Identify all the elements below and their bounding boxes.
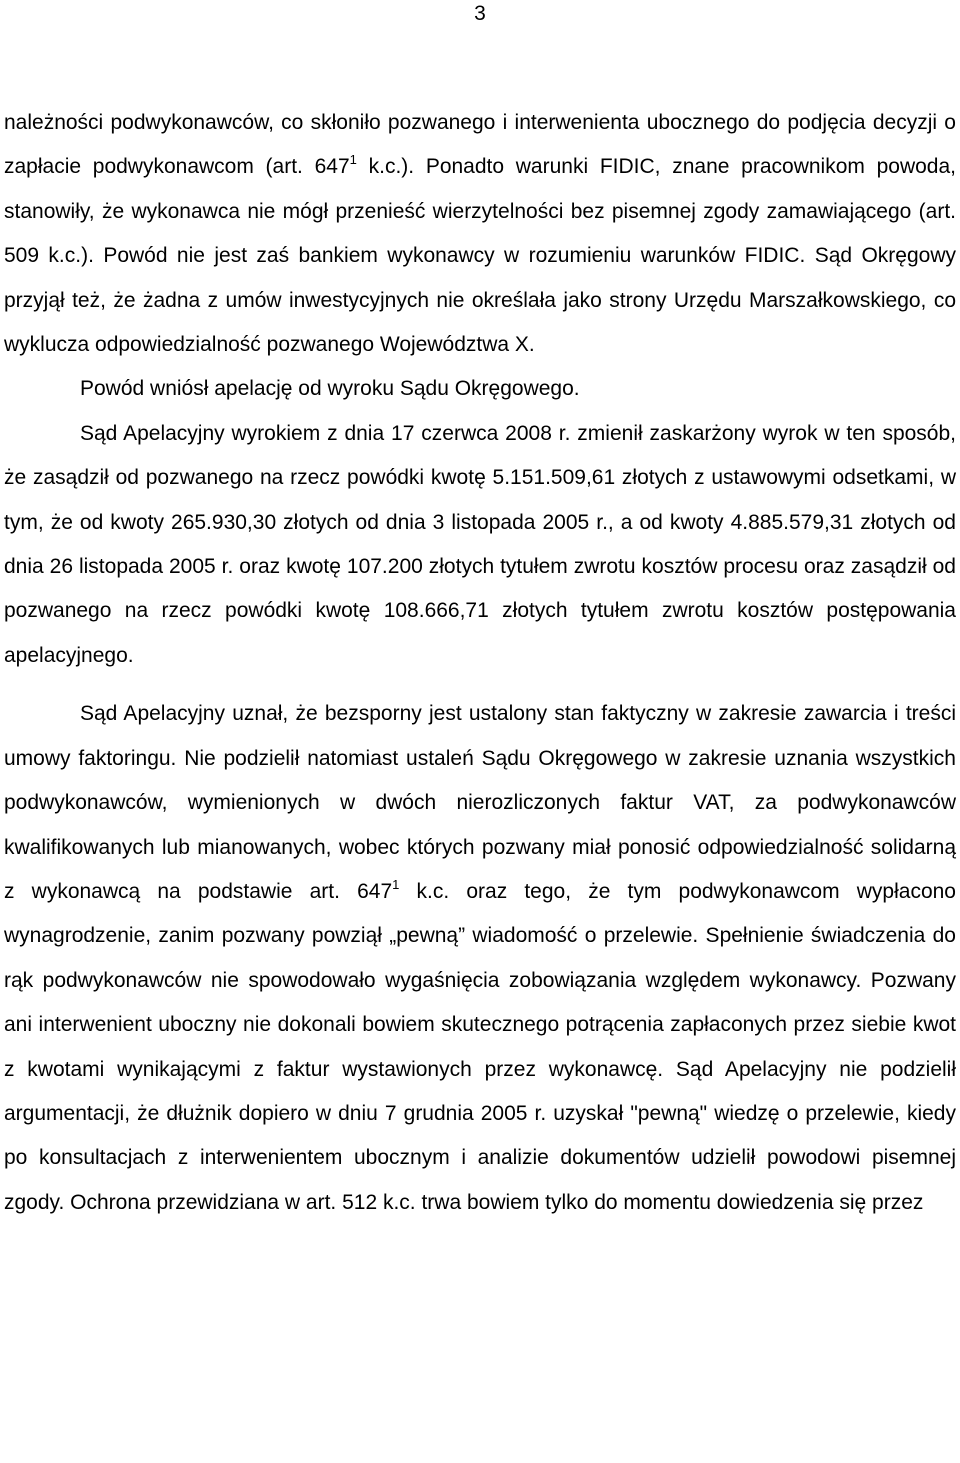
paragraph-1-text-a: należności podwykonawców, co skłoniło pozwanego i interwenienta ubocznego do podjęcia decyzji o zapłacie podwykonawcom (art. 647 [4, 111, 956, 179]
paragraph-4-text-b: k.c. oraz tego, że tym podwykonawcom wypłacono wynagrodzenie, zanim pozwany powziął „pewną” wiadomość o przelewie. Spełnienie świadczenia do rąk podwykonawców nie spowodowało wygaśnięcia zobowiązania względem wykonawcy. Pozwany ani interwenient uboczny nie dokonali bowiem skutecznego potrącenia zapłaconych przez siebie kwot z kwotami wynikającymi z faktur wystawionych przez wykonawcę. Sąd Apelacyjny nie podzielił argumentacji, że dłużnik dopiero w dniu 7 grudnia 2005 r. uzyskał "pewną" wiedzę o przelewie, kiedy po konsultacjach z interwenientem ubocznym i analizie dokumentów udzielił powodowi pisemnej zgody. Ochrona przewidziana w art. 512 k.c. trwa bowiem tylko do momentu dowiedzenia się przez [4, 879, 956, 1214]
document-body [4, 101, 956, 1225]
paragraph-2: Powód wniósł apelację od wyroku Sądu Okręgowego. [80, 377, 580, 401]
paragraph-4-text-a: Sąd Apelacyjny uznał, że bezsporny jest ustalony stan faktyczny w zakresie zawarcia i treści umowy faktoringu. Nie podzielił natomiast ustaleń Sądu Okręgowego w zakresie uznania wszystkich podwykonawców, wymienionych w dwóch nierozliczonych faktur VAT, za podwykonawców kwalifikowanych lub mianowanych, wobec których pozwany miał ponosić odpowiedzialność solidarną z wykonawcą na podstawie art. 647 [4, 702, 956, 903]
paragraph-1-text-b: k.c.). Ponadto warunki FIDIC, znane pracownikom powoda, stanowiły, że wykonawca nie mógł przenieść wierzytelności bez pisemnej zgody zamawiającego (art. 509 k.c.). Powód nie jest zaś bankiem wykonawcy w rozumieniu warunków FIDIC. Sąd Okręgowy przyjął też, że żadna z umów inwestycyjnych nie określała jako strony Urzędu Marszałkowskiego, co wyklucza odpowiedzialność pozwanego Województwa X. [4, 155, 956, 357]
superscript-2: 1 [392, 876, 400, 892]
paragraph-1 [4, 101, 956, 367]
page-number: 3 [474, 2, 486, 25]
paragraph-4 [4, 692, 956, 1225]
superscript-1: 1 [349, 152, 357, 168]
paragraph-3: Sąd Apelacyjny wyrokiem z dnia 17 czerwca 2008 r. zmienił zaskarżony wyrok w ten sposób, że zasądził od pozwanego na rzecz powódki kwotę 5.151.509,61 złotych z ustawowymi odsetkami, w tym, że od kwoty 265.930,30 złotych od dnia 3 listopada 2005 r., a od kwoty 4.885.579,31 złotych od dnia 26 listopada 2005 r. oraz kwotę 107.200 złotych tytułem zwrotu kosztów procesu oraz zasądził od pozwanego na rzecz powódki kwotę 108.666,71 złotych tytułem zwrotu kosztów postępowania apelacyjnego. [4, 421, 956, 667]
